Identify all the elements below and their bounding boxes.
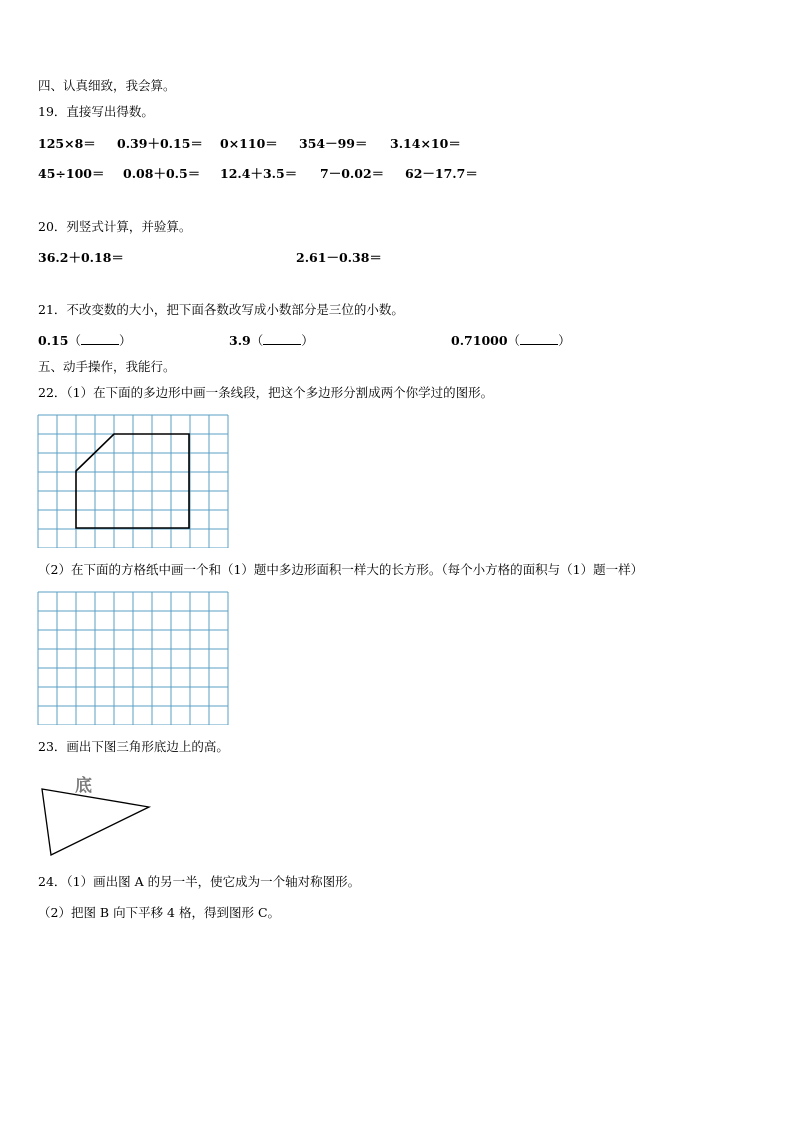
q19-expr: 45÷100＝ <box>38 166 105 181</box>
triangle-figure[interactable] <box>38 785 154 861</box>
q21-number: 0.15 <box>38 333 69 348</box>
section4-heading: 四、认真细致，我会算。 <box>38 78 176 93</box>
q19-expr: 125×8＝ <box>38 136 96 151</box>
q22-part1: 22．（1）在下面的多边形中画一条线段，把这个多边形分割成两个你学过的图形。 <box>38 385 494 400</box>
q19-expr: 0.39＋0.15＝ <box>117 136 203 151</box>
q21-number: 0.71000 <box>451 333 508 348</box>
q21-close-paren: ） <box>558 333 571 348</box>
answer-blank[interactable] <box>81 333 119 345</box>
q20-expr: 2.61－0.38＝ <box>296 250 382 265</box>
triangle-shape <box>42 789 149 855</box>
q24-part2: （2）把图 B 向下平移 4 格，得到图形 C。 <box>38 905 281 920</box>
q20-title: 20．列竖式计算，并验算。 <box>38 219 192 234</box>
grid-with-polygon[interactable] <box>37 414 229 548</box>
q24-part1: 24．（1）画出图 A 的另一半，使它成为一个轴对称图形。 <box>38 874 361 889</box>
q19-expr: 3.14×10＝ <box>390 136 461 151</box>
q20-expr: 36.2＋0.18＝ <box>38 250 124 265</box>
q21-open-paren: （ <box>68 333 81 348</box>
q19-title: 19．直接写出得数。 <box>38 104 154 119</box>
answer-blank[interactable] <box>520 333 558 345</box>
q22-part2: （2）在下面的方格纸中画一个和（1）题中多边形面积一样大的长方形。（每个小方格的面积与（1）题一样） <box>38 562 644 577</box>
q21-title: 21．不改变数的大小，把下面各数改写成小数部分是三位的小数。 <box>38 302 404 317</box>
q19-expr: 62－17.7＝ <box>405 166 478 181</box>
empty-grid[interactable] <box>37 591 229 725</box>
section5-heading: 五、动手操作，我能行。 <box>38 359 176 374</box>
q21-item <box>451 333 571 349</box>
q21-item <box>229 333 314 349</box>
q19-expr: 7－0.02＝ <box>320 166 385 181</box>
q23-title: 23．画出下图三角形底边上的高。 <box>38 739 229 754</box>
answer-blank[interactable] <box>263 333 301 345</box>
q19-expr: 0×110＝ <box>220 136 278 151</box>
q19-expr: 354－99＝ <box>299 136 368 151</box>
q21-item <box>38 333 131 349</box>
q21-open-paren: （ <box>250 333 264 348</box>
q21-close-paren: ） <box>118 333 132 348</box>
q21-number: 3.9 <box>229 333 251 348</box>
q21-open-paren: （ <box>507 333 521 348</box>
q21-close-paren: ） <box>301 333 314 348</box>
q19-expr: 0.08＋0.5＝ <box>123 166 201 181</box>
base-label: 底 <box>75 776 92 796</box>
q19-expr: 12.4＋3.5＝ <box>220 166 298 181</box>
